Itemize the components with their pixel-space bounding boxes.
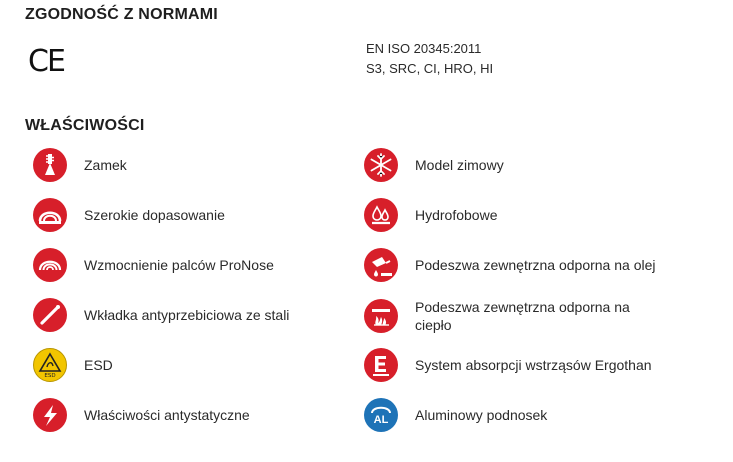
feature-esd bbox=[33, 348, 113, 382]
feature-label: Hydrofobowe bbox=[415, 207, 498, 223]
antistatic-icon bbox=[33, 398, 67, 432]
feature-label: ESD bbox=[84, 357, 113, 373]
feature-winter bbox=[364, 148, 504, 182]
feature-label: Zamek bbox=[84, 157, 127, 173]
ce-mark-icon: CE bbox=[28, 44, 64, 79]
feature-label-line1: Podeszwa zewnętrzna odporna na bbox=[415, 299, 630, 315]
feature-label: Właściwości antystatyczne bbox=[84, 407, 250, 423]
aluminium-toecap-icon bbox=[364, 398, 398, 432]
heat-resistant-icon bbox=[364, 299, 398, 333]
svg-text:ESD: ESD bbox=[44, 373, 56, 379]
feature-ergothan bbox=[364, 348, 652, 382]
water-repellent-icon bbox=[364, 198, 398, 232]
feature-water-repellent bbox=[364, 198, 498, 232]
feature-label: Wzmocnienie palców ProNose bbox=[84, 257, 274, 273]
feature-oil-resistant bbox=[364, 248, 656, 282]
feature-label: Podeszwa zewnętrzna odporna na olej bbox=[415, 257, 656, 273]
feature-antistatic bbox=[33, 398, 250, 432]
norm-standard: EN ISO 20345:2011 bbox=[366, 41, 482, 56]
esd-icon bbox=[33, 348, 67, 382]
norms-section-title: ZGODNOŚĆ Z NORMAMI bbox=[25, 6, 218, 23]
feature-label: Wkładka antyprzebiciowa ze stali bbox=[84, 307, 290, 323]
zipper-icon bbox=[33, 148, 67, 182]
feature-zipper bbox=[33, 148, 127, 182]
feature-steel-midsole bbox=[33, 298, 289, 332]
norm-classes: S3, SRC, CI, HRO, HI bbox=[366, 61, 494, 76]
feature-label-line2: ciepło bbox=[415, 317, 452, 333]
feature-label: Aluminowy podnosek bbox=[415, 407, 548, 423]
feature-label: Szerokie dopasowanie bbox=[84, 207, 225, 223]
feature-heat-resistant bbox=[364, 298, 655, 334]
feature-wide-fit bbox=[33, 198, 225, 232]
feature-aluminium-toecap bbox=[364, 398, 547, 432]
pronose-icon bbox=[33, 248, 67, 282]
wide-fit-icon bbox=[33, 198, 67, 232]
steel-midsole-icon bbox=[33, 298, 67, 332]
feature-label: Model zimowy bbox=[415, 157, 504, 173]
feature-pronose bbox=[33, 248, 274, 282]
oil-resistant-icon bbox=[364, 248, 398, 282]
ergothan-icon bbox=[364, 348, 398, 382]
feature-label: System absorpcji wstrząsów Ergothan bbox=[415, 357, 652, 373]
snowflake-icon bbox=[364, 148, 398, 182]
aluminium-badge-text: AL bbox=[373, 414, 389, 426]
properties-section-title: WŁAŚCIWOŚCI bbox=[25, 117, 145, 134]
